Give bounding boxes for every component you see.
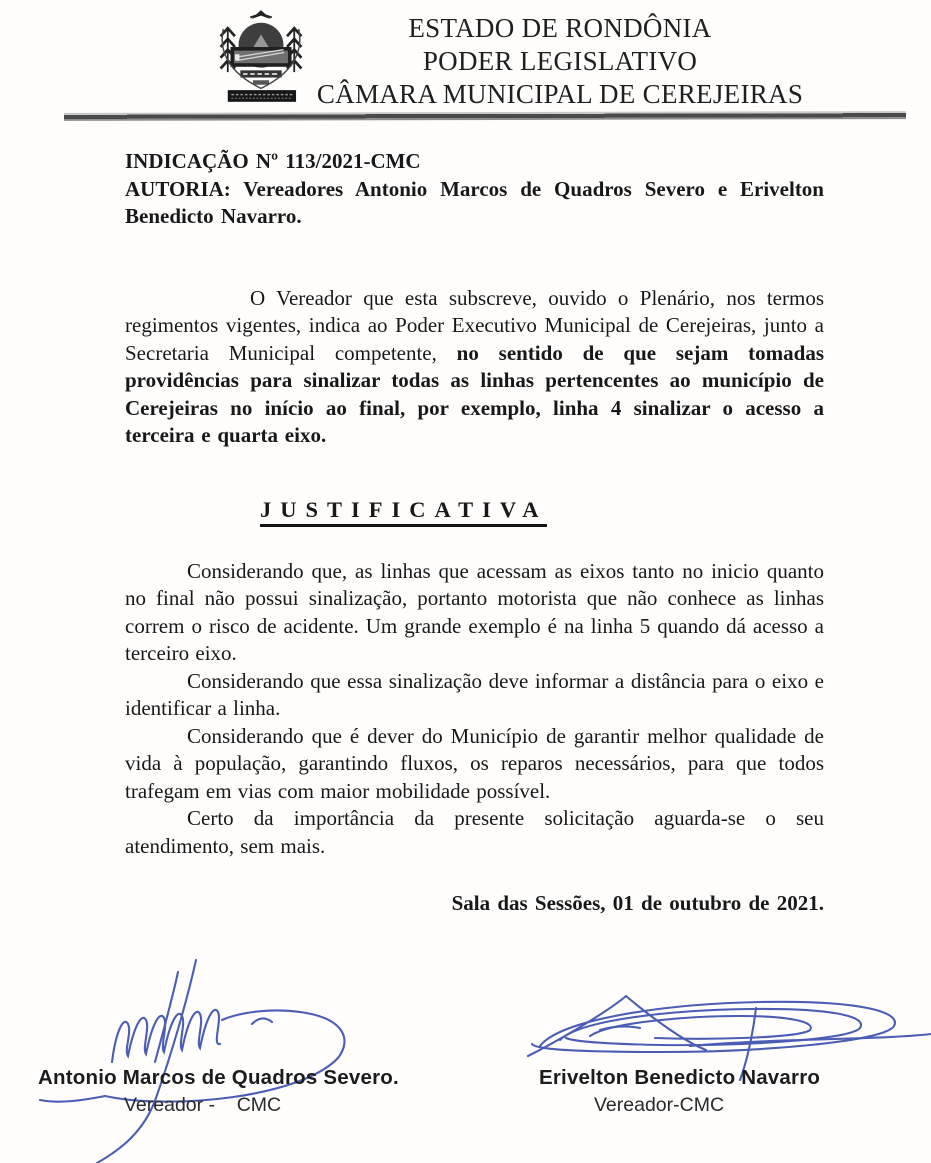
justification-paragraph: Considerando que, as linhas que acessam as eixos tanto no inicio quanto no final não possui sinalização, portanto motorista que não conhece as linhas correm o risco de acidente. Um grande exemplo é na linha 5 quando dá acesso a terceiro eixo. — [125, 558, 824, 665]
justification-paragraph: Considerando que essa sinalização deve informar a distância para o eixo e identificar a linha. — [125, 668, 824, 720]
signer-name: Erivelton Benedicto Navarro — [539, 1066, 821, 1089]
signer-name: Antonio Marcos de Quadros Severo. — [38, 1066, 399, 1089]
intro-text-normal: O Vereador que esta subscreve, ouvido o Plenário, nos termos regimentos vigentes, indica ao Poder Executivo Municipal de Cerejeiras, junto a Secretaria Municipal competente, — [125, 285, 824, 365]
letterhead — [280, 12, 840, 111]
letterhead-state-line: ESTADO DE RONDÔNIA — [408, 13, 712, 43]
letterhead-chamber-line: CÂMARA MUNICIPAL DE CEREJEIRAS — [316, 79, 804, 109]
justification-paragraph: Considerando que é dever do Município de garantir melhor qualidade de vida à população, garantindo fluxos, os reparos necessários, para que todos trafegam em vias com maior mobilidade possível. — [125, 723, 824, 803]
intro-paragraph — [125, 285, 824, 450]
intro-text-bold: no sentido de que sejam tomadas providências para sinalizar todas as linhas pertencentes ao município de Cerejeiras no início ao final, por exemplo, linha 4 sinalizar o acesso a terceira e quarta eixo. — [125, 340, 824, 447]
indication-number: INDICAÇÃO Nº 113/2021-CMC — [125, 149, 421, 173]
document-body — [125, 148, 824, 918]
letterhead-branch-line: PODER LEGISLATIVO — [422, 46, 698, 76]
signer-role: Vereador - CMC — [124, 1094, 282, 1116]
signature-antonio-icon — [40, 960, 344, 1163]
justification-heading: JUSTIFICATIVA — [260, 496, 547, 528]
authorship-line: AUTORIA: Vereadores Antonio Marcos de Quadros Severo e Erivelton Benedicto Navarro. — [125, 176, 824, 228]
session-date-line: Sala das Sessões, 01 de outubro de 2021. — [451, 891, 824, 915]
signer-role: Vereador-CMC — [594, 1094, 725, 1116]
justification-paragraph: Certo da importância da presente solicitação aguarda-se o seu atendimento, sem mais. — [125, 806, 824, 858]
justification-heading-row — [125, 450, 824, 558]
document-title-block — [125, 148, 824, 231]
header-divider-rule — [64, 111, 906, 121]
